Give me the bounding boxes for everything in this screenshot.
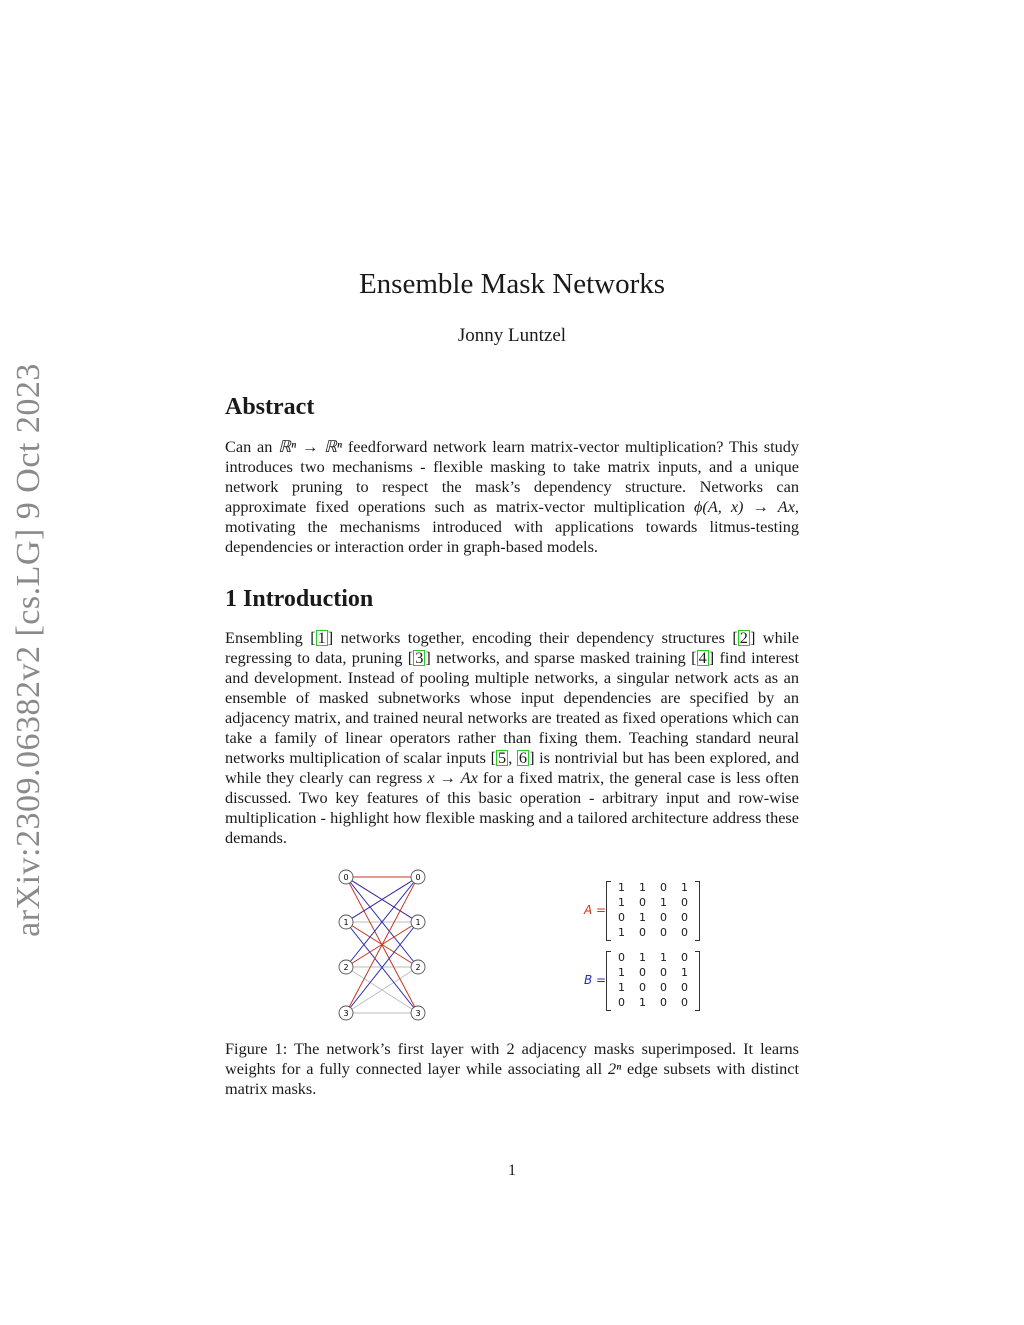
input-node-label: 3 [343,1009,349,1018]
matrix-row [611,881,695,896]
introduction-text: Ensembling [ 1 ] networks together, encoding their dependency structures [ 2 ] while regressing to data, pruning [ 3 ] networks, and sparse masked training [ 4 ] find interest and development. Instead of pooling multiple networks, a singular network acts as an ensemble of masked subnetworks whose input dependencies are specified by an adjacency matrix, and trained neural networks are treated as fixed operations which can take a family of linear operators rather than fixing them. Teaching standard neural networks multiplication of scalar inputs [ 5 , 6 ] is nontrivial but has been explored, and while they clearly can regress x → Ax for a fixed matrix, the general case is less often discussed. Two key features of this basic operation - arbitrary input and row-wise multiplication - highlight how flexible masking and a tailored architecture address these demands. [225,628,800,847]
matrix-row [611,926,695,941]
matrix-row [611,996,695,1011]
output-node-label: 2 [415,963,421,972]
citation-link[interactable]: 6 [518,748,528,767]
matrix-cell: 0 [618,996,625,1009]
matrix-row [611,981,695,996]
matrix-row [611,966,695,981]
matrix-cell: 0 [660,981,667,994]
matrix-cell: 0 [681,911,688,924]
matrix-cell: 1 [618,966,625,979]
matrix-a-label: A = [584,903,607,917]
abstract-text: Can an ℝⁿ → ℝⁿ feedforward network learn matrix-vector multiplication? This study introduces two mechanisms - flexible masking to take matrix inputs, and a unique network pruning to respect the mask’s dependency structure. Networks can approximate fixed operations such as matrix-vector multiplication ϕ(A, x) → Ax, motivating the mechanisms introduced with applications towards litmus-testing dependencies or interaction order in graph-based models. [225,437,800,556]
network-diagram [330,865,440,1025]
matrix-cell: 1 [639,996,646,1009]
matrix-cell: 1 [639,951,646,964]
introduction-heading: 1 Introduction [225,586,374,612]
paper-title: Ensemble Mask Networks [358,268,666,300]
matrix-cell: 1 [681,966,688,979]
page-number: 1 [508,1162,516,1179]
matrix-cell: 1 [618,926,625,939]
matrix-cell: 0 [681,896,688,909]
citation-link[interactable]: 2 [739,628,748,647]
matrix-row [611,911,695,926]
matrix-cell: 0 [660,926,667,939]
citation-link[interactable]: 1 [317,628,326,647]
matrix-cell: 0 [660,966,667,979]
matrix-row [611,951,695,966]
output-node-label: 3 [415,1009,421,1018]
matrix-cell: 0 [681,951,688,964]
citation-link[interactable]: 3 [415,648,424,667]
matrix-cell: 1 [618,896,625,909]
input-node-label: 0 [343,873,349,882]
matrix-cell: 0 [660,881,667,894]
output-node-label: 0 [415,873,421,882]
citation-link[interactable]: 5 [498,748,507,767]
matrix-cell: 0 [639,926,646,939]
matrix-cell: 0 [660,911,667,924]
abstract-heading: Abstract [225,394,315,420]
matrix-cell: 1 [681,881,688,894]
matrix-row [611,896,695,911]
figure-caption: Figure 1: The network’s first layer with 2 adjacency masks superimposed. It learns weights for a fully connected layer while associating all 2ⁿ edge subsets with distinct matrix masks. [225,1039,800,1098]
matrix-cell: 1 [639,881,646,894]
matrix-cell: 0 [681,996,688,1009]
figure-1 [330,865,730,1025]
citation-link[interactable]: 4 [698,648,707,667]
arxiv-identifier: arXiv:2309.06382v2 [cs.LG] 9 Oct 2023 [10,363,47,937]
matrix-cell: 0 [639,896,646,909]
matrix-cell: 0 [681,981,688,994]
matrix-cell: 1 [618,881,625,894]
matrix-cell: 0 [660,996,667,1009]
matrix-b-label: B = [584,973,607,987]
matrix-cell: 1 [618,981,625,994]
matrix-cell: 0 [618,911,625,924]
matrix-cell: 1 [660,951,667,964]
matrix-cell: 1 [660,896,667,909]
output-node-label: 1 [415,918,421,927]
matrix-cell: 0 [639,981,646,994]
matrix-cell: 0 [681,926,688,939]
paper-author: Jonny Luntzel [457,325,567,346]
matrix-cell: 1 [639,911,646,924]
input-node-label: 1 [343,918,349,927]
matrix-cell: 0 [618,951,625,964]
matrix-cell: 0 [639,966,646,979]
input-node-label: 2 [343,963,349,972]
